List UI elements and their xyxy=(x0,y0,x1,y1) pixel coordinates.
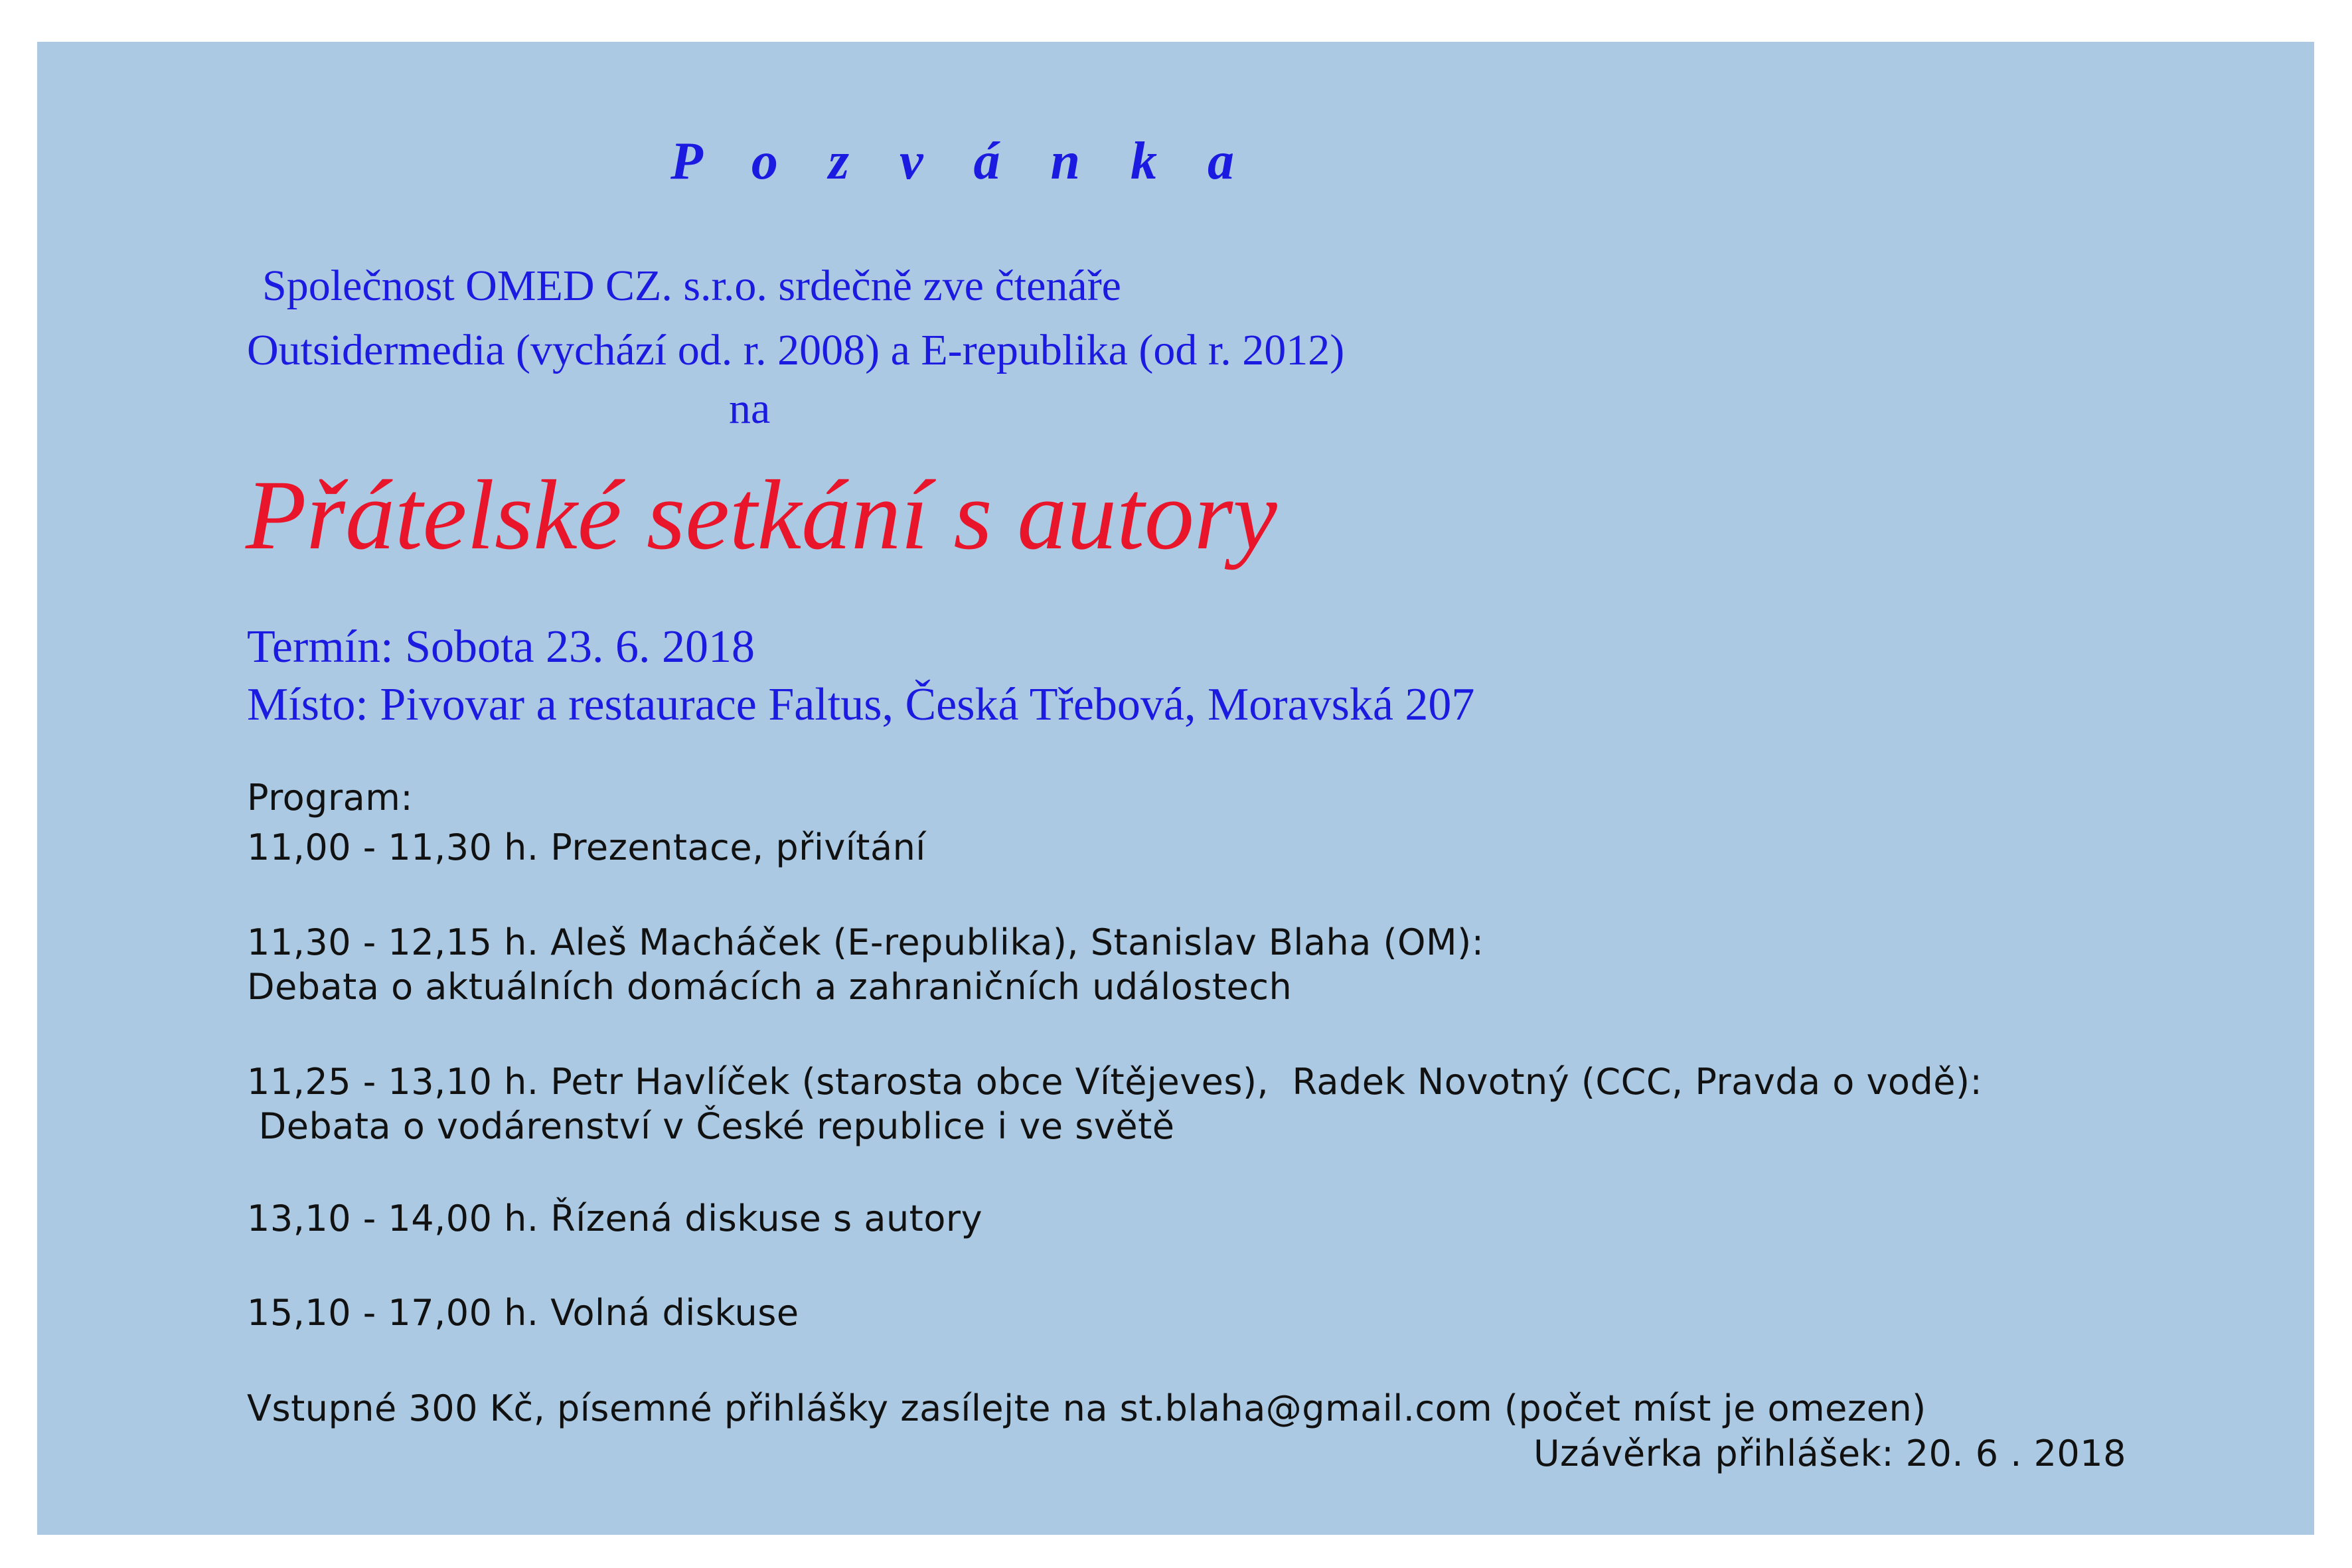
intro-line-3: na xyxy=(729,384,771,433)
intro-line-1: Společnost OMED CZ. s.r.o. srdečně zve čtenáře xyxy=(262,262,1121,310)
program-item-4: 13,10 - 14,00 h. Řízená diskuse s autory xyxy=(247,1198,983,1239)
program-item-3: 11,25 - 13,10 h. Petr Havlíček (starosta obce Vítějeves), Radek Novotný (CCC, Pravda o vodě): xyxy=(247,1061,1983,1103)
event-title: Přátelské setkání s autory xyxy=(246,460,1277,570)
registration-deadline: Uzávěrka přihlášek: 20. 6 . 2018 xyxy=(1533,1433,2126,1474)
program-item-5: 15,10 - 17,00 h. Volná diskuse xyxy=(247,1292,799,1334)
program-label: Program: xyxy=(247,777,414,819)
program-item-1: 11,00 - 11,30 h. Prezentace, přivítání xyxy=(247,826,926,868)
program-item-2: 11,30 - 12,15 h. Aleš Macháček (E-republika), Stanislav Blaha (OM): xyxy=(247,921,1484,963)
registration-info: Vstupné 300 Kč, písemné přihlášky zasílejte na st.blaha@gmail.com (počet míst je omezen) xyxy=(247,1387,1926,1429)
intro-line-2: Outsidermedia (vychází od. r. 2008) a E-republika (od r. 2012) xyxy=(247,326,1345,374)
program-item-2-detail: Debata o aktuálních domácích a zahraničních událostech xyxy=(247,966,1293,1008)
invitation-heading: P o z v á n k a xyxy=(670,132,1253,191)
event-date: Termín: Sobota 23. 6. 2018 xyxy=(247,621,755,672)
program-item-3-detail: Debata o vodárenství v České republice i ve světě xyxy=(247,1105,1175,1147)
event-place: Místo: Pivovar a restaurace Faltus, Česká Třebová, Moravská 207 xyxy=(247,679,1475,730)
